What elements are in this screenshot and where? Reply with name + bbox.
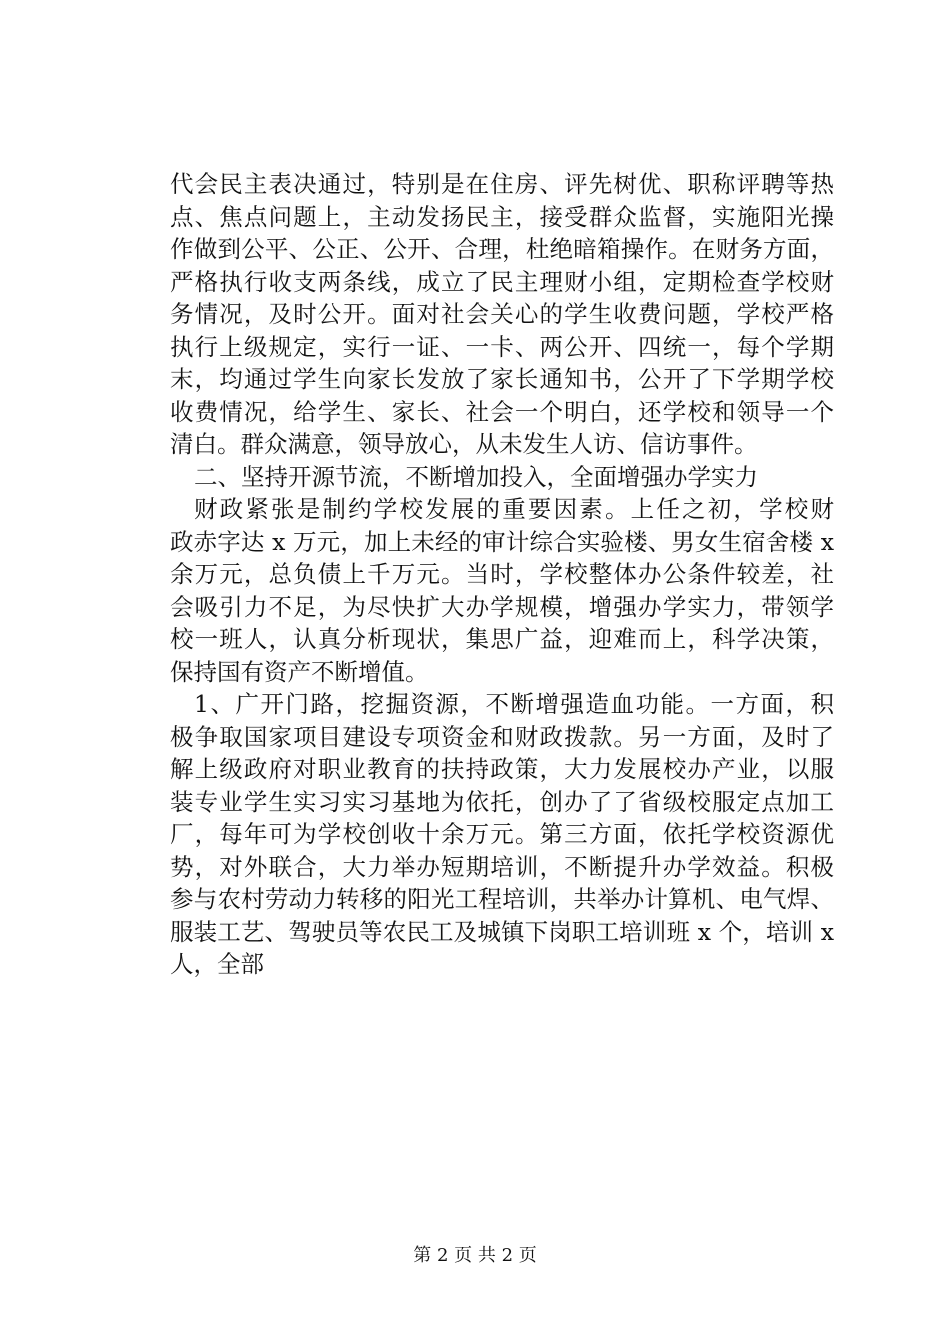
section-heading [170, 461, 834, 494]
page-number-footer: 第 2 页 共 2 页 [413, 1245, 537, 1266]
text-line: 作做到公平、公正、公开、合理，杜绝暗箱操作。在财务方面， [170, 235, 834, 263]
text-line: 政赤字达 x 万元，加上未经的审计综合实验楼、男女生宿舍楼 x [170, 527, 834, 556]
text-line: 收费情况，给学生、家长、社会一个明白，还学校和领导一个 [170, 397, 834, 426]
text-line: 务情况，及时公开。面对社会关心的学生收费问题，学校严格 [170, 300, 834, 328]
section-heading-text: 二、坚持开源节流，不断增加投入，全面增强办学实力 [194, 462, 758, 491]
text-line: 末，均通过学生向家长发放了家长通知书，公开了下学期学校 [170, 365, 834, 393]
text-line: 厂，每年可为学校创收十余万元。第三方面，依托学校资源优 [170, 820, 834, 848]
paragraph-resource-development [170, 688, 834, 981]
document-body [170, 168, 834, 981]
text-line: 清白。群众满意，领导放心，从未发生人访、信访事件。 [170, 430, 758, 458]
text-line: 服装工艺、驾驶员等农民工及城镇下岗职工培训班 x 个，培训 x [170, 917, 834, 946]
text-line: 财政紧张是制约学校发展的重要因素。上任之初，学校财 [194, 495, 834, 523]
text-line: 余万元，总负债上千万元。当时，学校整体办公条件较差，社 [170, 560, 834, 588]
text-line: 代会民主表决通过，特别是在住房、评先树优、职称评聘等热 [170, 170, 834, 198]
paragraph-democratic-management [170, 168, 834, 461]
text-line: 点、焦点问题上，主动发扬民主，接受群众监督，实施阳光操 [170, 202, 834, 231]
paragraph-financial-situation [170, 493, 834, 688]
text-line: 极争取国家项目建设专项资金和财政拨款。另一方面，及时了 [170, 722, 834, 751]
text-line: 保持国有资产不断增值。 [170, 657, 429, 686]
text-line: 严格执行收支两条线，成立了民主理财小组，定期检查学校财 [170, 267, 834, 296]
text-line: 人，全部 [170, 950, 264, 978]
text-line: 执行上级规定，实行一证、一卡、两公开、四统一，每个学期 [170, 332, 834, 361]
text-line: 参与农村劳动力转移的阳光工程培训，共举办计算机、电气焊、 [170, 885, 834, 913]
text-line: 会吸引力不足，为尽快扩大办学规模，增强办学实力，带领学 [170, 592, 834, 621]
text-line: 势，对外联合，大力举办短期培训，不断提升办学效益。积极 [170, 852, 834, 881]
text-line: 1、广开门路，挖掘资源，不断增强造血功能。一方面，积 [194, 690, 834, 718]
text-line: 解上级政府对职业教育的扶持政策，大力发展校办产业，以服 [170, 755, 834, 783]
text-line: 装专业学生实习实习基地为依托，创办了了省级校服定点加工 [170, 787, 834, 816]
text-line: 校一班人，认真分析现状，集思广益，迎难而上，科学决策， [170, 625, 834, 653]
